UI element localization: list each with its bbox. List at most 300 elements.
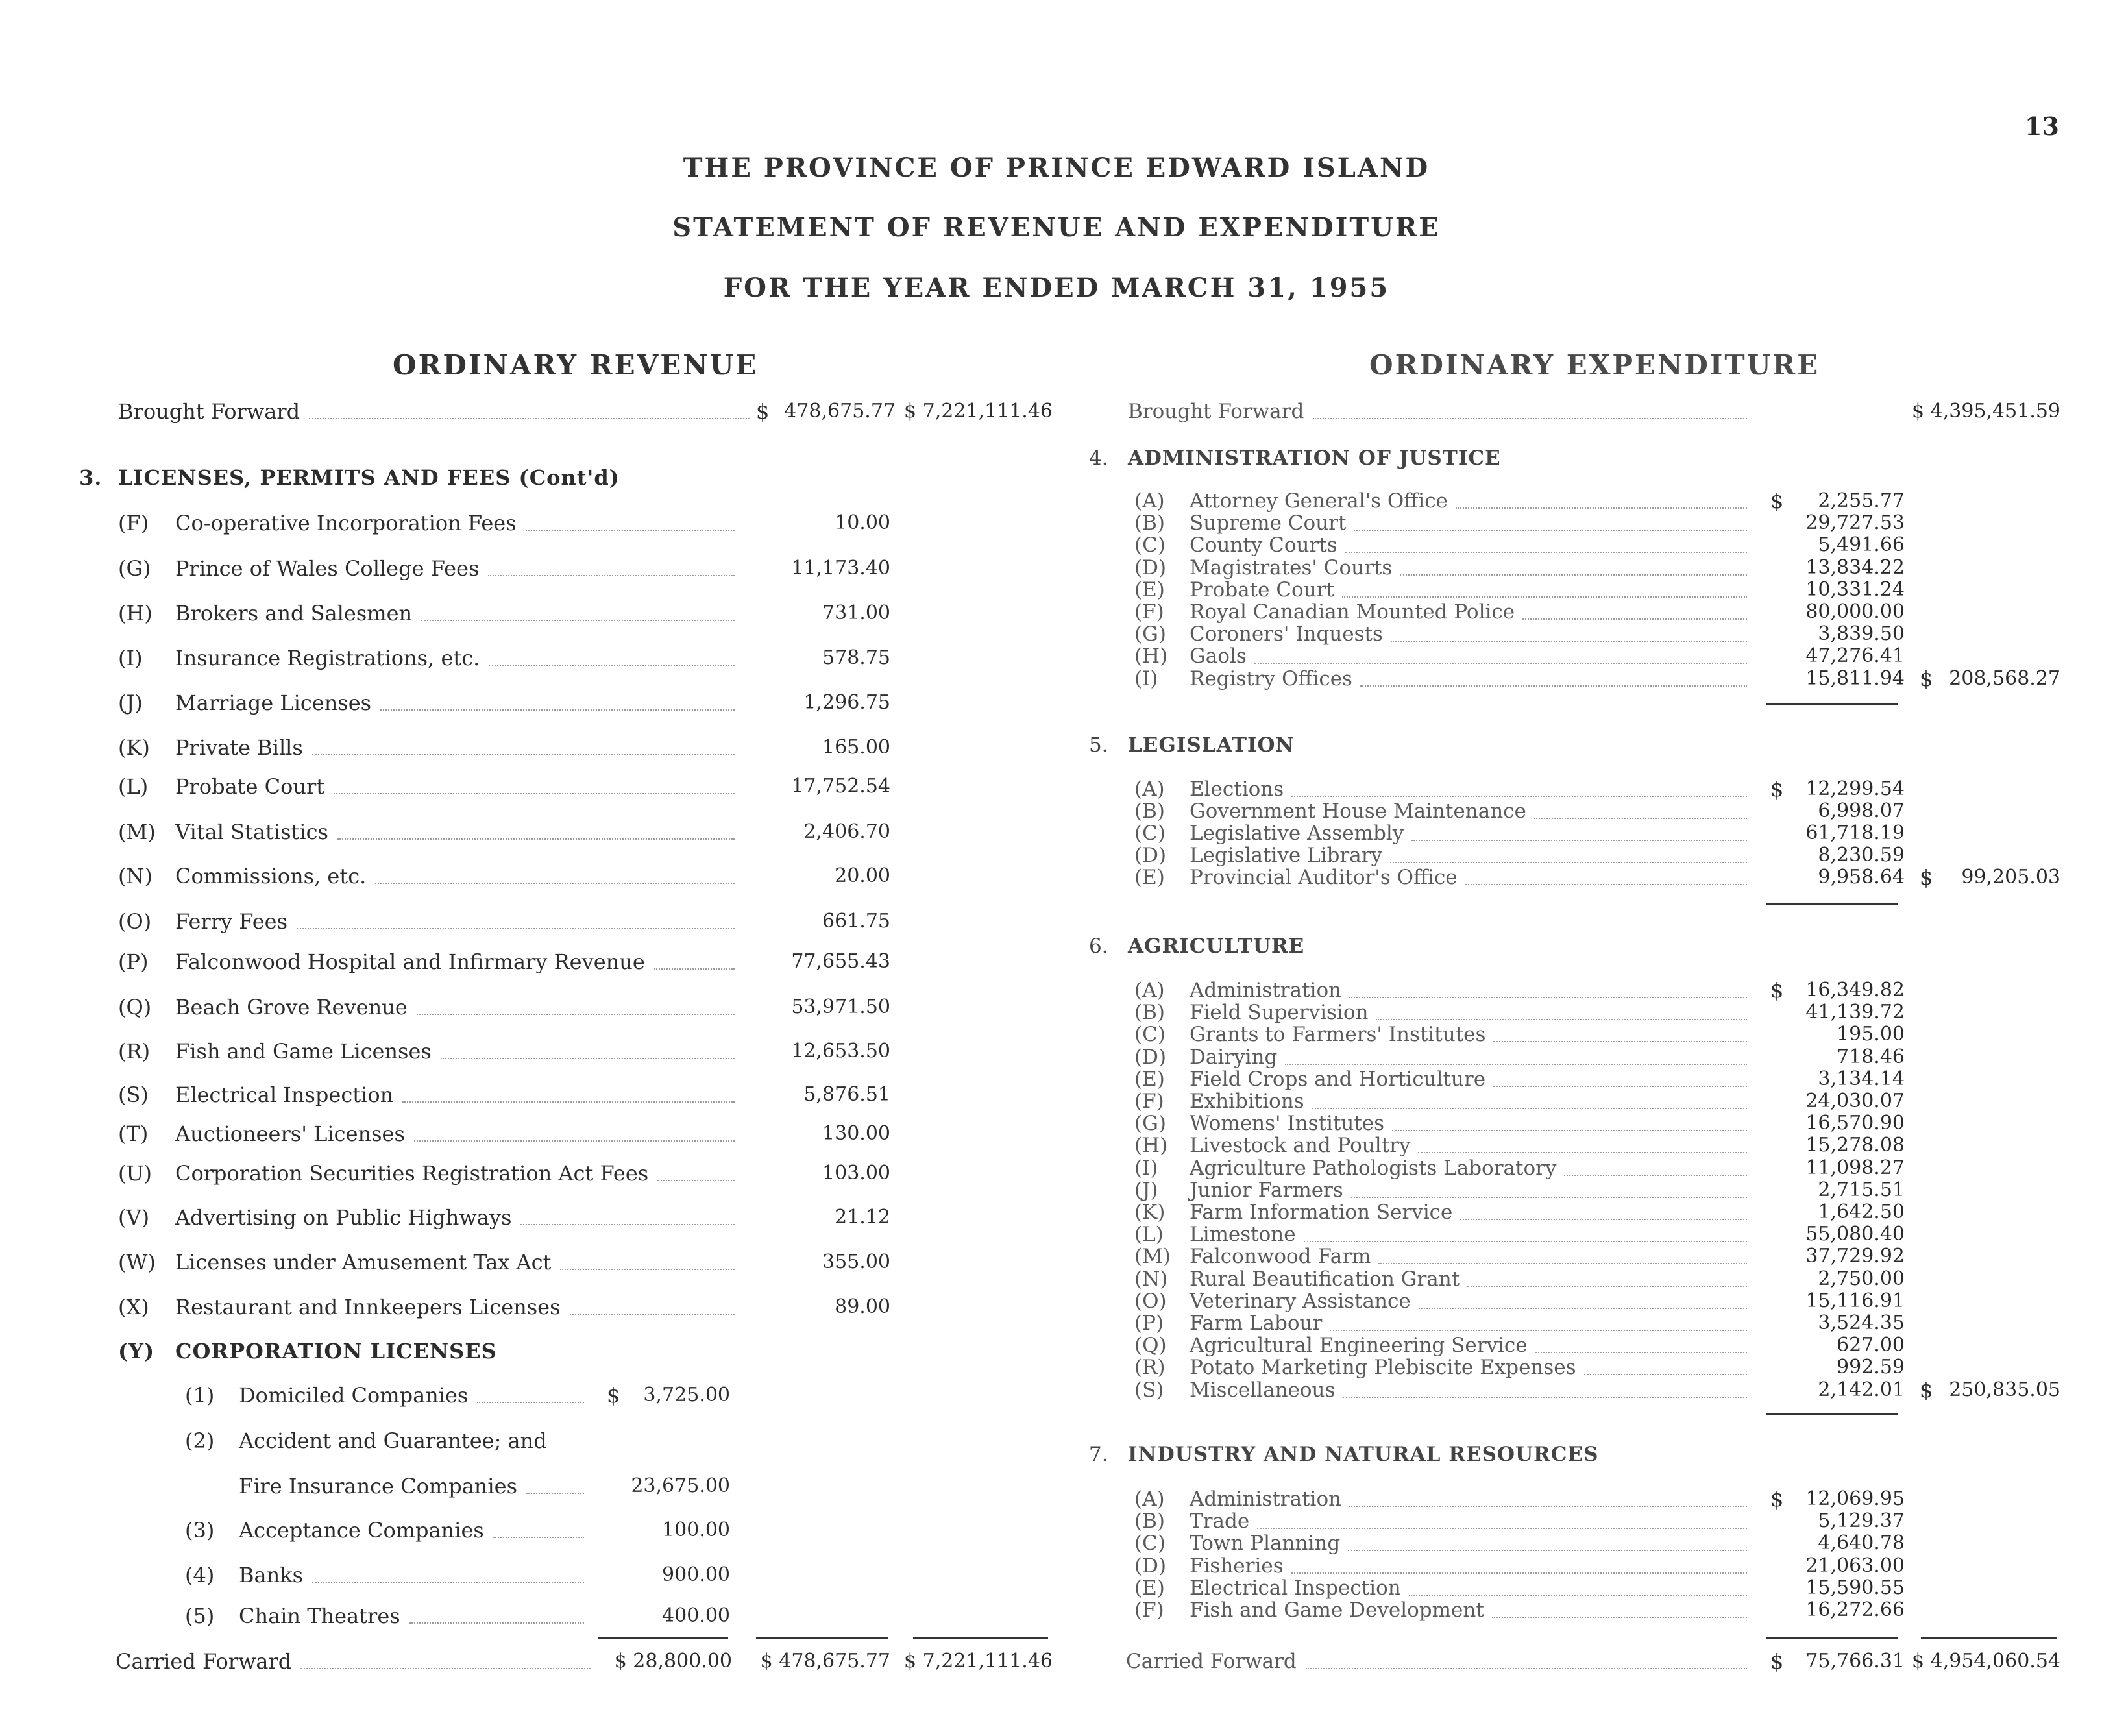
expenditure-item-letter: (D) bbox=[1134, 1045, 1167, 1069]
revenue-item-amount: 731.00 bbox=[822, 602, 890, 624]
corporation-item-amount: 3,725.00 bbox=[643, 1384, 730, 1406]
revenue-item-label: Beach Grove Revenue bbox=[175, 995, 408, 1020]
dot-leader bbox=[493, 1537, 584, 1538]
dot-leader bbox=[402, 1101, 735, 1103]
expenditure-item-amount: 55,080.40 bbox=[1805, 1223, 1905, 1245]
expenditure-heading: ORDINARY EXPENDITURE bbox=[1369, 349, 1820, 381]
revenue-item-amount: 165.00 bbox=[822, 736, 890, 759]
corporation-item-amount: 400.00 bbox=[662, 1604, 730, 1627]
corporation-item-label: Accident and Guarantee; and bbox=[239, 1428, 547, 1453]
dot-leader bbox=[297, 928, 735, 929]
revenue-item-letter: (I) bbox=[118, 646, 143, 670]
expenditure-item-letter: (I) bbox=[1134, 1156, 1158, 1180]
expenditure-item-label: Administration bbox=[1190, 1487, 1342, 1511]
revenue-subtotal-rule bbox=[598, 1637, 728, 1639]
expenditure-item-label: Town Planning bbox=[1190, 1532, 1341, 1555]
dot-leader bbox=[570, 1314, 735, 1315]
revenue-brought-forward-total: $ 7,221,111.46 bbox=[903, 400, 1053, 422]
expenditure-item-label: Junior Farmers bbox=[1190, 1179, 1343, 1202]
expenditure-item-letter: (C) bbox=[1134, 1023, 1166, 1046]
expenditure-item-amount: 16,570.90 bbox=[1805, 1112, 1905, 1134]
expenditure-item-letter: (Q) bbox=[1134, 1334, 1167, 1357]
expenditure-item-letter: (D) bbox=[1134, 556, 1167, 580]
dot-leader bbox=[1351, 1197, 1747, 1198]
revenue-item-amount: 21.12 bbox=[835, 1206, 890, 1229]
expenditure-item-amount: 47,276.41 bbox=[1805, 644, 1905, 667]
expenditure-item-label: Elections bbox=[1190, 777, 1284, 801]
expenditure-item-amount: 3,524.35 bbox=[1818, 1312, 1905, 1334]
expenditure-item-letter: (H) bbox=[1134, 644, 1168, 668]
expenditure-item-amount: 6,998.07 bbox=[1818, 800, 1905, 822]
revenue-brought-forward-dollar: $ bbox=[756, 399, 770, 424]
revenue-item-amount: 77,655.43 bbox=[791, 950, 890, 973]
dot-leader bbox=[1254, 663, 1747, 664]
expenditure-item-letter: (E) bbox=[1134, 1068, 1165, 1091]
dot-leader bbox=[1460, 1219, 1747, 1220]
expenditure-item-label: Government House Maintenance bbox=[1190, 800, 1526, 823]
revenue-item-letter: (V) bbox=[118, 1205, 150, 1230]
dot-leader bbox=[489, 665, 735, 666]
dot-leader bbox=[1534, 818, 1747, 819]
expenditure-section-title: ADMINISTRATION OF JUSTICE bbox=[1128, 446, 1501, 470]
dot-leader bbox=[1330, 1330, 1747, 1331]
expenditure-item-label: Grants to Farmers' Institutes bbox=[1190, 1023, 1486, 1046]
expenditure-item-label: County Courts bbox=[1190, 533, 1337, 557]
expenditure-item-letter: (L) bbox=[1134, 1223, 1164, 1246]
revenue-brought-forward-amount: 478,675.77 bbox=[784, 400, 896, 422]
corporation-item-label: Acceptance Companies bbox=[239, 1518, 484, 1543]
revenue-item-amount: 5,876.51 bbox=[803, 1083, 890, 1106]
expenditure-subtotal-rule bbox=[1766, 1413, 1898, 1415]
expenditure-item-amount: 10,331.24 bbox=[1805, 578, 1905, 601]
revenue-item-label: Probate Court bbox=[175, 774, 325, 799]
revenue-carried-forward-subtotal: $ 28,800.00 bbox=[614, 1650, 732, 1672]
expenditure-subtotal-rule bbox=[1766, 703, 1898, 705]
expenditure-item-label: Coroners' Inquests bbox=[1190, 622, 1383, 646]
dot-leader bbox=[1411, 840, 1747, 841]
dot-leader bbox=[1418, 1152, 1747, 1153]
expenditure-item-amount: 41,139.72 bbox=[1805, 1001, 1905, 1023]
expenditure-item-amount: 2,142.01 bbox=[1818, 1378, 1905, 1401]
revenue-item-amount: 1,296.75 bbox=[803, 691, 890, 714]
expenditure-section-total: 99,205.03 bbox=[1961, 866, 2060, 888]
revenue-item-amount: 10.00 bbox=[835, 511, 890, 534]
expenditure-total-dollar: $ bbox=[1920, 1378, 1933, 1402]
dot-leader bbox=[441, 1058, 735, 1059]
expenditure-item-label: Legislative Assembly bbox=[1190, 822, 1404, 845]
revenue-item-letter: (L) bbox=[118, 774, 149, 799]
dot-leader bbox=[1467, 1286, 1747, 1287]
revenue-brought-forward-label: Brought Forward bbox=[118, 399, 300, 424]
expenditure-item-amount: 9,958.64 bbox=[1818, 866, 1905, 888]
dot-leader bbox=[1345, 552, 1747, 553]
revenue-item-label: Marriage Licenses bbox=[175, 691, 372, 715]
dot-leader bbox=[1465, 884, 1747, 885]
revenue-item-letter: (G) bbox=[118, 556, 151, 581]
dot-leader bbox=[1378, 1263, 1747, 1264]
revenue-item-letter: (S) bbox=[118, 1082, 149, 1107]
revenue-item-amount: 355.00 bbox=[822, 1251, 890, 1273]
expenditure-item-letter: (C) bbox=[1134, 822, 1166, 845]
expenditure-item-amount: 5,491.66 bbox=[1818, 533, 1905, 556]
dot-leader bbox=[654, 968, 735, 970]
expenditure-item-letter: (E) bbox=[1134, 1576, 1165, 1600]
expenditure-item-letter: (N) bbox=[1134, 1267, 1168, 1291]
expenditure-section-title: INDUSTRY AND NATURAL RESOURCES bbox=[1128, 1443, 1599, 1466]
expenditure-item-label: Womens' Institutes bbox=[1190, 1112, 1385, 1135]
expenditure-item-label: Farm Labour bbox=[1190, 1312, 1323, 1335]
expenditure-item-amount: 8,230.59 bbox=[1818, 844, 1905, 866]
revenue-item-amount: 12,653.50 bbox=[791, 1040, 890, 1062]
revenue-item-amount: 17,752.54 bbox=[791, 775, 890, 798]
corporation-item-label: Banks bbox=[239, 1563, 304, 1587]
corporation-item-number: (5) bbox=[185, 1604, 215, 1628]
document-subtitle: STATEMENT OF REVENUE AND EXPENDITURE bbox=[672, 212, 1441, 243]
expenditure-item-amount: 1,642.50 bbox=[1818, 1201, 1905, 1223]
dot-leader bbox=[1400, 574, 1747, 576]
dot-leader bbox=[1342, 596, 1747, 598]
expenditure-item-letter: (F) bbox=[1134, 1598, 1164, 1622]
expenditure-item-letter: (B) bbox=[1134, 1001, 1165, 1024]
expenditure-item-amount: 11,098.27 bbox=[1805, 1156, 1905, 1179]
dot-leader bbox=[1349, 1506, 1747, 1507]
expenditure-item-amount: 627.00 bbox=[1837, 1334, 1905, 1356]
expenditure-item-letter: (O) bbox=[1134, 1290, 1167, 1313]
revenue-carried-forward-total: $ 7,221,111.46 bbox=[903, 1650, 1053, 1672]
expenditure-item-letter: (E) bbox=[1134, 866, 1165, 889]
expenditure-item-letter: (F) bbox=[1134, 1090, 1164, 1113]
dot-leader bbox=[300, 1668, 591, 1669]
expenditure-section-title: AGRICULTURE bbox=[1128, 935, 1305, 958]
revenue-item-amount: 53,971.50 bbox=[791, 996, 890, 1018]
expenditure-item-amount: 2,750.00 bbox=[1818, 1267, 1905, 1290]
dot-leader bbox=[1391, 641, 1747, 642]
expenditure-brought-forward-label: Brought Forward bbox=[1128, 400, 1304, 423]
revenue-item-label: Corporation Securities Registration Act Fees bbox=[175, 1161, 649, 1186]
dot-leader bbox=[1343, 1397, 1747, 1398]
expenditure-item-letter: (C) bbox=[1134, 533, 1166, 557]
expenditure-item-amount: 992.59 bbox=[1837, 1356, 1905, 1378]
expenditure-item-amount: 15,278.08 bbox=[1805, 1134, 1905, 1156]
dot-leader bbox=[1312, 1108, 1747, 1109]
expenditure-item-label: Legislative Library bbox=[1190, 844, 1383, 867]
expenditure-item-amount: 4,640.78 bbox=[1818, 1532, 1905, 1554]
dot-leader bbox=[1392, 1130, 1747, 1131]
dot-leader bbox=[526, 1493, 584, 1494]
revenue-item-amount: 11,173.40 bbox=[791, 557, 890, 580]
expenditure-item-letter: (A) bbox=[1134, 777, 1165, 801]
expenditure-item-amount: 195.00 bbox=[1837, 1023, 1905, 1045]
expenditure-item-label: Limestone bbox=[1190, 1223, 1296, 1246]
expenditure-item-letter: (M) bbox=[1134, 1245, 1171, 1268]
expenditure-item-label: Supreme Court bbox=[1190, 511, 1347, 535]
expenditure-dollar-sign: $ bbox=[1770, 489, 1784, 513]
expenditure-item-amount: 24,030.07 bbox=[1805, 1090, 1905, 1112]
dot-leader bbox=[337, 838, 735, 840]
revenue-item-label: Brokers and Salesmen bbox=[175, 601, 413, 626]
expenditure-item-label: Attorney General's Office bbox=[1190, 489, 1448, 513]
expenditure-item-letter: (D) bbox=[1134, 844, 1167, 867]
expenditure-item-letter: (B) bbox=[1134, 1510, 1165, 1533]
dot-leader bbox=[1291, 1572, 1747, 1574]
expenditure-subtotal-rule bbox=[1766, 1637, 1898, 1639]
dot-leader bbox=[1564, 1175, 1747, 1176]
revenue-total-rule bbox=[913, 1637, 1048, 1639]
dot-leader bbox=[1409, 1595, 1747, 1596]
expenditure-total-rule bbox=[1921, 1637, 2057, 1639]
revenue-item-label: Prince of Wales College Fees bbox=[175, 556, 480, 581]
dot-leader bbox=[1419, 1308, 1747, 1309]
expenditure-item-label: Agricultural Engineering Service bbox=[1190, 1334, 1528, 1357]
revenue-item-label: Co-operative Incorporation Fees bbox=[175, 511, 517, 535]
corporation-item-amount: 100.00 bbox=[662, 1519, 730, 1541]
revenue-item-amount: 661.75 bbox=[822, 910, 890, 933]
revenue-carried-forward-amount: $ 478,675.77 bbox=[760, 1650, 890, 1672]
revenue-item-letter: (J) bbox=[118, 691, 143, 715]
expenditure-item-label: Potato Marketing Plebiscite Expenses bbox=[1190, 1356, 1576, 1379]
corporation-item-dollar: $ bbox=[607, 1383, 620, 1408]
revenue-item-label: Falconwood Hospital and Infirmary Revenue bbox=[175, 949, 645, 974]
expenditure-section-number: 4. bbox=[1089, 446, 1108, 470]
expenditure-carried-forward-total: $ 4,954,060.54 bbox=[1911, 1650, 2060, 1672]
expenditure-item-label: Agriculture Pathologists Laboratory bbox=[1190, 1156, 1557, 1180]
expenditure-item-label: Fish and Game Development bbox=[1190, 1598, 1484, 1622]
expenditure-item-label: Royal Canadian Mounted Police bbox=[1190, 600, 1515, 624]
dot-leader bbox=[409, 1622, 584, 1624]
expenditure-item-amount: 16,349.82 bbox=[1805, 979, 1905, 1001]
expenditure-item-label: Gaols bbox=[1190, 644, 1247, 668]
revenue-item-letter: (P) bbox=[118, 949, 149, 974]
dot-leader bbox=[560, 1269, 735, 1270]
dot-leader bbox=[1522, 618, 1747, 620]
expenditure-item-label: Field Supervision bbox=[1190, 1001, 1369, 1024]
revenue-item-letter: (M) bbox=[118, 820, 156, 844]
expenditure-item-letter: (P) bbox=[1134, 1312, 1164, 1335]
corporation-licenses-letter: (Y) bbox=[118, 1339, 155, 1363]
dot-leader bbox=[309, 418, 750, 419]
revenue-item-letter: (Q) bbox=[118, 995, 152, 1020]
revenue-section-number: 3. bbox=[79, 465, 103, 490]
expenditure-item-amount: 12,069.95 bbox=[1805, 1487, 1905, 1510]
expenditure-item-amount: 2,715.51 bbox=[1818, 1179, 1905, 1201]
expenditure-item-label: Trade bbox=[1190, 1510, 1250, 1533]
expenditure-dollar-sign: $ bbox=[1770, 1487, 1784, 1511]
expenditure-item-letter: (R) bbox=[1134, 1356, 1166, 1379]
expenditure-item-amount: 3,134.14 bbox=[1818, 1068, 1905, 1090]
expenditure-item-label: Probate Court bbox=[1190, 578, 1334, 602]
expenditure-item-letter: (E) bbox=[1134, 578, 1165, 602]
expenditure-total-dollar: $ bbox=[1920, 666, 1933, 691]
corporation-item-label: Chain Theatres bbox=[239, 1604, 400, 1628]
dot-leader bbox=[1348, 1550, 1747, 1551]
expenditure-carried-forward-dollar: $ bbox=[1770, 1649, 1784, 1674]
expenditure-section-total: 208,568.27 bbox=[1949, 667, 2060, 690]
revenue-section-title: LICENSES, PERMITS AND FEES (Cont'd) bbox=[118, 465, 620, 490]
expenditure-item-amount: 37,729.92 bbox=[1805, 1245, 1905, 1267]
revenue-amount-rule bbox=[756, 1637, 888, 1639]
revenue-item-label: Auctioneers' Licenses bbox=[175, 1121, 405, 1146]
expenditure-section-title: LEGISLATION bbox=[1128, 733, 1295, 757]
expenditure-item-label: Electrical Inspection bbox=[1190, 1576, 1401, 1600]
dot-leader bbox=[334, 793, 735, 794]
revenue-item-amount: 130.00 bbox=[822, 1122, 890, 1145]
expenditure-carried-forward-amount: 75,766.31 bbox=[1805, 1650, 1905, 1672]
expenditure-item-letter: (S) bbox=[1134, 1378, 1164, 1402]
expenditure-brought-forward-amount: $ 4,395,451.59 bbox=[1911, 400, 2060, 422]
dot-leader bbox=[312, 1582, 584, 1583]
revenue-carried-forward-label: Carried Forward bbox=[116, 1649, 292, 1674]
revenue-heading: ORDINARY REVENUE bbox=[393, 349, 759, 381]
expenditure-item-label: Veterinary Assistance bbox=[1190, 1290, 1411, 1313]
expenditure-item-amount: 15,116.91 bbox=[1805, 1290, 1905, 1312]
dot-leader bbox=[526, 530, 735, 531]
revenue-item-amount: 89.00 bbox=[835, 1295, 890, 1318]
revenue-item-label: Private Bills bbox=[175, 735, 303, 760]
revenue-item-amount: 103.00 bbox=[822, 1162, 890, 1184]
expenditure-item-label: Falconwood Farm bbox=[1190, 1245, 1371, 1268]
dot-leader bbox=[375, 883, 735, 884]
revenue-item-label: Insurance Registrations, etc. bbox=[175, 646, 480, 670]
revenue-item-letter: (T) bbox=[118, 1121, 149, 1146]
expenditure-item-letter: (A) bbox=[1134, 1487, 1165, 1511]
dot-leader bbox=[1354, 530, 1747, 531]
expenditure-item-letter: (G) bbox=[1134, 622, 1166, 646]
dot-leader bbox=[1304, 1241, 1747, 1242]
revenue-item-letter: (W) bbox=[118, 1250, 156, 1275]
corporation-item-number: (3) bbox=[185, 1518, 215, 1543]
revenue-item-label: Commissions, etc. bbox=[175, 864, 367, 888]
expenditure-item-amount: 29,727.53 bbox=[1805, 511, 1905, 534]
revenue-item-label: Electrical Inspection bbox=[175, 1082, 394, 1107]
dot-leader bbox=[1360, 685, 1747, 687]
revenue-item-letter: (R) bbox=[118, 1039, 151, 1064]
corporation-item-number: (2) bbox=[185, 1428, 215, 1453]
corporation-item-label: Domiciled Companies bbox=[239, 1383, 469, 1408]
dot-leader bbox=[477, 1402, 584, 1403]
document-period: FOR THE YEAR ENDED MARCH 31, 1955 bbox=[723, 273, 1390, 303]
revenue-item-label: Licenses under Amusement Tax Act bbox=[175, 1250, 552, 1275]
expenditure-item-amount: 21,063.00 bbox=[1805, 1554, 1905, 1577]
dot-leader bbox=[1349, 997, 1747, 998]
dot-leader bbox=[1306, 1668, 1747, 1669]
corporation-item-number: (1) bbox=[185, 1383, 215, 1408]
dot-leader bbox=[421, 620, 735, 621]
dot-leader bbox=[1376, 1019, 1747, 1020]
dot-leader bbox=[488, 575, 735, 576]
expenditure-item-letter: (C) bbox=[1134, 1532, 1166, 1555]
expenditure-item-label: Miscellaneous bbox=[1190, 1378, 1336, 1402]
revenue-item-letter: (N) bbox=[118, 864, 153, 888]
expenditure-item-amount: 718.46 bbox=[1837, 1045, 1905, 1068]
expenditure-item-letter: (K) bbox=[1134, 1201, 1166, 1224]
expenditure-item-label: Rural Beautification Grant bbox=[1190, 1267, 1460, 1291]
expenditure-item-amount: 13,834.22 bbox=[1805, 556, 1905, 579]
dot-leader bbox=[312, 754, 735, 755]
expenditure-item-amount: 61,718.19 bbox=[1805, 822, 1905, 844]
dot-leader bbox=[657, 1180, 735, 1181]
expenditure-item-amount: 2,255.77 bbox=[1818, 489, 1905, 512]
expenditure-carried-forward-label: Carried Forward bbox=[1126, 1650, 1297, 1673]
expenditure-item-letter: (D) bbox=[1134, 1554, 1167, 1578]
expenditure-dollar-sign: $ bbox=[1770, 978, 1784, 1003]
revenue-item-amount: 2,406.70 bbox=[803, 820, 890, 843]
revenue-item-amount: 20.00 bbox=[835, 864, 890, 887]
expenditure-total-dollar: $ bbox=[1920, 865, 1933, 890]
expenditure-dollar-sign: $ bbox=[1770, 777, 1784, 801]
expenditure-item-amount: 15,811.94 bbox=[1805, 667, 1905, 690]
expenditure-item-letter: (F) bbox=[1134, 600, 1164, 624]
revenue-item-letter: (U) bbox=[118, 1161, 152, 1186]
expenditure-item-letter: (B) bbox=[1134, 800, 1165, 823]
dot-leader bbox=[520, 1224, 735, 1225]
dot-leader bbox=[1313, 418, 1747, 419]
corporation-item-amount: 23,675.00 bbox=[631, 1474, 730, 1497]
expenditure-item-letter: (G) bbox=[1134, 1112, 1166, 1135]
dot-leader bbox=[1257, 1528, 1747, 1529]
expenditure-item-label: Farm Information Service bbox=[1190, 1201, 1453, 1224]
expenditure-section-number: 6. bbox=[1089, 935, 1108, 958]
expenditure-item-amount: 15,590.55 bbox=[1805, 1576, 1905, 1599]
dot-leader bbox=[414, 1140, 735, 1142]
expenditure-subtotal-rule bbox=[1766, 903, 1898, 905]
expenditure-item-label: Administration bbox=[1190, 979, 1342, 1002]
corporation-item-number: (4) bbox=[185, 1563, 215, 1587]
expenditure-item-letter: (I) bbox=[1134, 667, 1158, 691]
expenditure-item-label: Provincial Auditor's Office bbox=[1190, 866, 1458, 889]
dot-leader bbox=[417, 1014, 735, 1015]
dot-leader bbox=[1456, 507, 1747, 509]
page-number: 13 bbox=[2025, 112, 2059, 141]
expenditure-item-amount: 16,272.66 bbox=[1805, 1598, 1905, 1621]
revenue-item-letter: (H) bbox=[118, 601, 153, 626]
expenditure-item-letter: (B) bbox=[1134, 511, 1165, 535]
expenditure-item-label: Field Crops and Horticulture bbox=[1190, 1068, 1486, 1091]
revenue-item-letter: (O) bbox=[118, 909, 152, 934]
dot-leader bbox=[1493, 1041, 1747, 1042]
corporation-item-label-continued: Fire Insurance Companies bbox=[239, 1474, 517, 1498]
expenditure-item-amount: 3,839.50 bbox=[1818, 622, 1905, 645]
revenue-item-label: Vital Statistics bbox=[175, 820, 328, 844]
document-title: THE PROVINCE OF PRINCE EDWARD ISLAND bbox=[683, 153, 1430, 183]
revenue-item-label: Restaurant and Innkeepers Licenses bbox=[175, 1295, 561, 1319]
revenue-item-letter: (K) bbox=[118, 735, 150, 760]
expenditure-item-label: Livestock and Poultry bbox=[1190, 1134, 1411, 1157]
dot-leader bbox=[1584, 1374, 1747, 1375]
revenue-item-label: Ferry Fees bbox=[175, 909, 287, 934]
expenditure-item-amount: 12,299.54 bbox=[1805, 777, 1905, 800]
expenditure-section-number: 7. bbox=[1089, 1443, 1108, 1466]
revenue-item-amount: 578.75 bbox=[822, 646, 890, 669]
dot-leader bbox=[1535, 1352, 1747, 1353]
expenditure-item-label: Fisheries bbox=[1190, 1554, 1284, 1578]
revenue-item-letter: (X) bbox=[118, 1295, 149, 1319]
expenditure-section-number: 5. bbox=[1089, 733, 1108, 757]
expenditure-item-amount: 80,000.00 bbox=[1805, 600, 1905, 623]
expenditure-item-label: Registry Offices bbox=[1190, 667, 1352, 691]
dot-leader bbox=[1493, 1086, 1747, 1087]
expenditure-item-letter: (A) bbox=[1134, 979, 1165, 1002]
dot-leader bbox=[1291, 796, 1747, 797]
expenditure-section-total: 250,835.05 bbox=[1949, 1378, 2060, 1401]
dot-leader bbox=[1285, 1064, 1747, 1065]
expenditure-item-letter: (A) bbox=[1134, 489, 1165, 513]
revenue-item-label: Fish and Game Licenses bbox=[175, 1039, 432, 1064]
expenditure-item-label: Exhibitions bbox=[1190, 1090, 1304, 1113]
corporation-licenses-title: CORPORATION LICENSES bbox=[175, 1339, 497, 1363]
corporation-item-amount: 900.00 bbox=[662, 1563, 730, 1586]
expenditure-item-label: Magistrates' Courts bbox=[1190, 556, 1393, 580]
revenue-item-label: Advertising on Public Highways bbox=[175, 1205, 512, 1230]
